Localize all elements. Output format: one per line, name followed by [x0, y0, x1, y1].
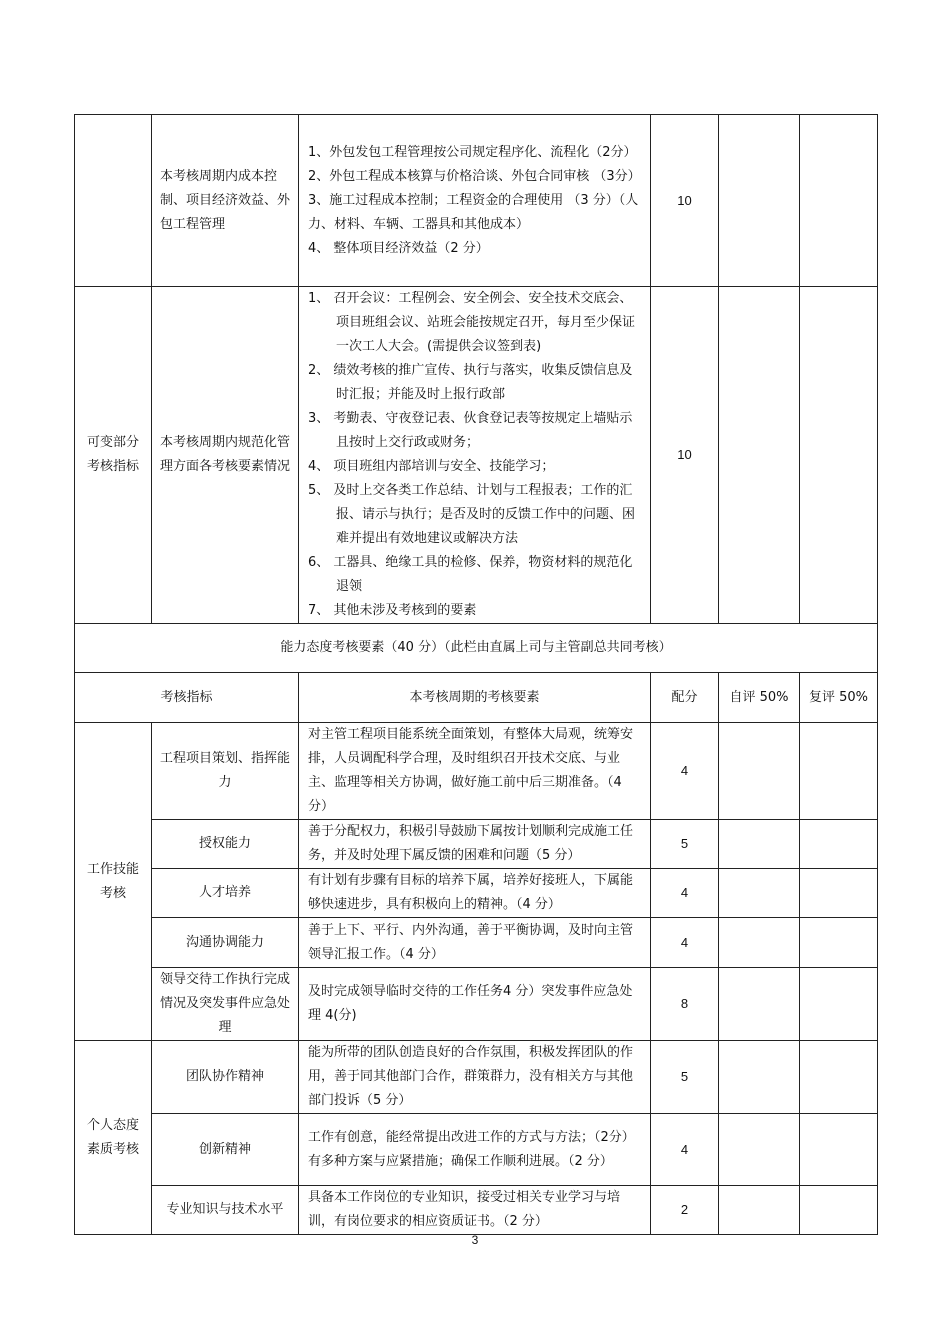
requirement-cell: 能为所带的团队创造良好的合作氛围，积极发挥团队的作用，善于同其他部门合作，群策群力，没有相关方与其他部门投诉（5 分） [299, 1041, 651, 1114]
header-review: 复评 50% [800, 673, 878, 723]
requirement-cell: 及时完成领导临时交待的工作任务4 分）突发事件应急处理 4(分) [299, 968, 651, 1041]
norm-req-line: 3、 考勤表、守夜登记表、伙食登记表等按规定上墙贴示且按时上交行政或财务； [308, 411, 633, 450]
score-cell: 4 [651, 723, 719, 820]
norm-review-cell[interactable] [800, 287, 878, 624]
section-title: 能力态度考核要素（40 分）（此栏由直属上司与主管副总共同考核） [75, 624, 878, 673]
self-eval-cell[interactable] [719, 1186, 800, 1235]
cost-req-line: 3、施工过程成本控制；工程资金的合理使用 （3 分）（人力、材料、车辆、工器具和其他成本） [308, 192, 639, 232]
review-cell[interactable] [800, 918, 878, 968]
norm-req-line: 1、 召开会议：工程例会、安全例会、安全技术交底会、项目班组会议、站班会能按规定召开，每月至少保证一次工人大会。(需提供会议签到表) [308, 291, 636, 354]
cost-req-line: 1、外包发包工程管理按公司规定程序化、流程化（2分） [308, 144, 637, 160]
requirement-cell: 对主管工程项目能系统全面策划，有整体大局观，统筹安排，人员调配科学合理，及时组织召开技术交底、与业主、监理等相关方协调，做好施工前中后三期准备。（4 分） [299, 723, 651, 820]
group-attitude-cell: 个人态度素质考核 [75, 1041, 152, 1235]
self-eval-cell[interactable] [719, 1114, 800, 1186]
item-cell: 沟通协调能力 [152, 918, 299, 968]
requirement-cell: 善于上下、平行、内外沟通，善于平衡协调，及时向主管领导汇报工作。（4 分） [299, 918, 651, 968]
appraisal-table [74, 114, 878, 1235]
review-cell[interactable] [800, 723, 878, 820]
appraisal-sheet [74, 114, 877, 1235]
requirement-cell: 具备本工作岗位的专业知识，接受过相关专业学习与培训，有岗位要求的相应资质证书。（2 分） [299, 1186, 651, 1235]
cost-req-line: 4、 整体项目经济效益（2 分） [308, 240, 489, 256]
item-cell: 授权能力 [152, 820, 299, 869]
item-cell: 专业知识与技术水平 [152, 1186, 299, 1235]
table-row [75, 869, 878, 918]
header-row [75, 673, 878, 723]
review-cell[interactable] [800, 968, 878, 1041]
norm-self-cell[interactable] [719, 287, 800, 624]
review-cell[interactable] [800, 820, 878, 869]
table-row [75, 1041, 878, 1114]
header-indicator: 考核指标 [75, 673, 299, 723]
header-self-eval: 自评 50% [719, 673, 800, 723]
self-eval-cell[interactable] [719, 723, 800, 820]
item-cell: 团队协作精神 [152, 1041, 299, 1114]
self-eval-cell[interactable] [719, 820, 800, 869]
cost-control-row [75, 115, 878, 287]
item-cell: 工程项目策划、指挥能力 [152, 723, 299, 820]
review-cell[interactable] [800, 1041, 878, 1114]
norm-requirements-cell [299, 287, 651, 624]
norm-req-line: 6、 工器具、绝缘工具的检修、保养，物资材料的规范化退领 [308, 555, 633, 594]
score-cell: 4 [651, 1114, 719, 1186]
norm-req-line: 7、 其他未涉及考核到的要素 [308, 603, 477, 618]
score-cell: 4 [651, 869, 719, 918]
review-cell[interactable] [800, 1186, 878, 1235]
score-cell: 8 [651, 968, 719, 1041]
item-cell: 领导交待工作执行完成情况及突发事件应急处理 [152, 968, 299, 1041]
norm-req-line: 4、 项目班组内部培训与安全、技能学习； [308, 459, 555, 474]
requirement-cell: 工作有创意，能经常提出改进工作的方式与方法；（2分）有多种方案与应紧措施；确保工作顺利进展。（2 分） [299, 1114, 651, 1186]
table-row [75, 723, 878, 820]
self-eval-cell[interactable] [719, 968, 800, 1041]
review-cell[interactable] [800, 1114, 878, 1186]
score-cell: 4 [651, 918, 719, 968]
requirement-cell: 善于分配权力，积极引导鼓励下属按计划顺利完成施工任务，并及时处理下属反馈的困难和问题（5 分） [299, 820, 651, 869]
self-eval-cell[interactable] [719, 869, 800, 918]
cost-item-cell: 本考核周期内成本控制、项目经济效益、外包工程管理 [152, 115, 299, 287]
cost-category-cell [75, 115, 152, 287]
cost-score-cell: 10 [651, 115, 719, 287]
item-cell: 人才培养 [152, 869, 299, 918]
table-row [75, 820, 878, 869]
norm-req-line: 2、 绩效考核的推广宣传、执行与落实，收集反馈信息及时汇报；并能及时上报行政部 [308, 363, 633, 402]
page-number: 3 [471, 1233, 479, 1247]
cost-self-cell[interactable] [719, 115, 800, 287]
table-row [75, 918, 878, 968]
review-cell[interactable] [800, 869, 878, 918]
group-skills-cell: 工作技能考核 [75, 723, 152, 1041]
header-requirements: 本考核周期的考核要素 [299, 673, 651, 723]
table-row [75, 1114, 878, 1186]
requirement-cell: 有计划有步骤有目标的培养下属，培养好接班人，下属能够快速进步，具有积极向上的精神。（4 分） [299, 869, 651, 918]
cost-requirements-cell [299, 115, 651, 287]
self-eval-cell[interactable] [719, 1041, 800, 1114]
variable-category-cell: 可变部分考核指标 [75, 287, 152, 624]
section-title-row [75, 624, 878, 673]
cost-req-line: 2、外包工程成本核算与价格洽谈、外包合同审核 （3分） [308, 168, 641, 184]
table-row [75, 1186, 878, 1235]
norm-management-row [75, 287, 878, 624]
header-score: 配分 [651, 673, 719, 723]
norm-req-line: 5、 及时上交各类工作总结、计划与工程报表；工作的汇报、请示与执行；是否及时的反馈工作中的问题、困难并提出有效地建议或解决方法 [308, 483, 636, 546]
score-cell: 2 [651, 1186, 719, 1235]
self-eval-cell[interactable] [719, 918, 800, 968]
table-row [75, 968, 878, 1041]
cost-review-cell[interactable] [800, 115, 878, 287]
score-cell: 5 [651, 1041, 719, 1114]
score-cell: 5 [651, 820, 719, 869]
item-cell: 创新精神 [152, 1114, 299, 1186]
norm-score-cell: 10 [651, 287, 719, 624]
norm-item-cell: 本考核周期内规范化管理方面各考核要素情况 [152, 287, 299, 624]
